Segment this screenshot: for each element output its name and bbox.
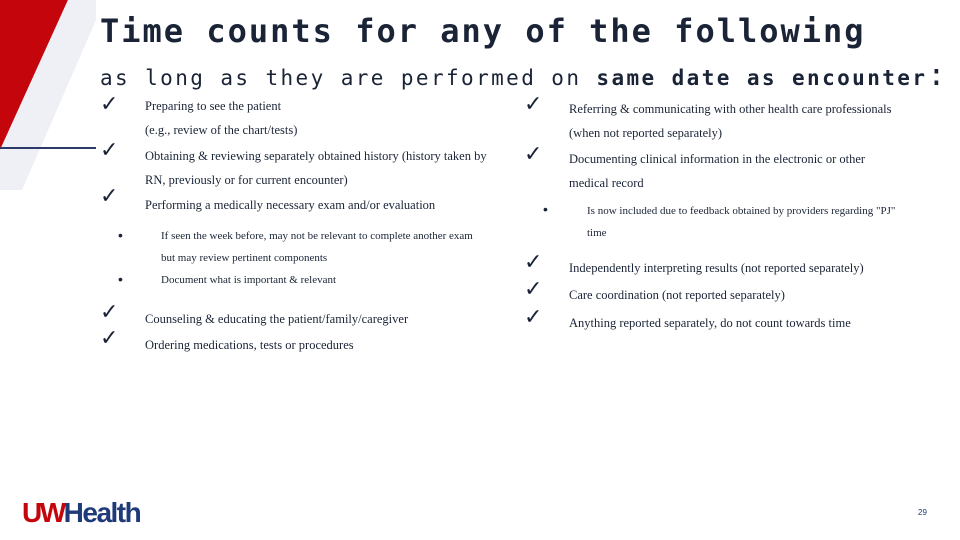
checkmark-icon: ✓ bbox=[100, 184, 119, 209]
checkmark-icon: ✓ bbox=[524, 250, 543, 275]
subtitle-colon: : bbox=[927, 58, 948, 93]
right-item-3: Independently interpreting results (not reported separately) bbox=[569, 261, 864, 275]
subtitle-prefix: as long as they are performed on bbox=[100, 66, 597, 90]
left-item-2-line2: RN, previously or for current encounter) bbox=[145, 173, 348, 187]
bullet-icon: • bbox=[118, 227, 123, 243]
bullet-icon: • bbox=[543, 201, 548, 217]
right-item-1-line1: Referring & communicating with other health care professionals bbox=[569, 102, 892, 116]
right-item-2-line1: Documenting clinical information in the electronic or other bbox=[569, 152, 866, 166]
left-item-2 bbox=[145, 144, 487, 192]
left-item-4: Counseling & educating the patient/family/caregiver bbox=[145, 312, 409, 326]
right-item-4: Care coordination (not reported separately) bbox=[569, 288, 785, 302]
corner-decoration bbox=[0, 0, 96, 190]
page-number: 29 bbox=[918, 508, 927, 517]
right-item-2 bbox=[569, 147, 865, 195]
left-sub-1-line1: If seen the week before, may not be relevant to complete another exam bbox=[161, 230, 473, 242]
checkmark-icon: ✓ bbox=[524, 92, 543, 117]
checkmark-icon: ✓ bbox=[100, 138, 119, 163]
left-sub-2: Document what is important & relevant bbox=[161, 274, 337, 286]
subtitle-emphasis: same date as encounter bbox=[596, 66, 928, 90]
left-item-1-line1: Preparing to see the patient bbox=[145, 99, 282, 113]
left-item-1 bbox=[145, 94, 297, 142]
checkmark-icon: ✓ bbox=[100, 326, 119, 351]
checkmark-icon: ✓ bbox=[524, 305, 543, 330]
bullet-icon: • bbox=[118, 271, 123, 287]
slide-subtitle bbox=[100, 58, 948, 93]
checkmark-icon: ✓ bbox=[524, 277, 543, 302]
right-item-1 bbox=[569, 97, 891, 145]
checkmark-icon: ✓ bbox=[100, 300, 119, 325]
left-sub-1-line2: but may review pertinent components bbox=[161, 252, 328, 264]
left-item-1-line2: (e.g., review of the chart/tests) bbox=[145, 123, 298, 137]
right-item-1-line2: (when not reported separately) bbox=[569, 126, 723, 140]
divider-line bbox=[0, 147, 96, 149]
right-sub-1-line2: time bbox=[587, 227, 607, 239]
left-item-5: Ordering medications, tests or procedures bbox=[145, 338, 354, 352]
left-item-2-line1: Obtaining & reviewing separately obtained history (history taken by bbox=[145, 149, 487, 163]
uw-health-logo bbox=[22, 497, 140, 529]
logo-health: Health bbox=[63, 497, 141, 528]
left-sub-1 bbox=[161, 225, 473, 269]
logo-uw: UW bbox=[22, 497, 64, 528]
right-sub-1-line1: Is now included due to feedback obtained by providers regarding "PJ" bbox=[587, 205, 896, 217]
right-sub-1 bbox=[587, 200, 895, 244]
right-item-2-line2: medical record bbox=[569, 176, 644, 190]
checkmark-icon: ✓ bbox=[524, 142, 543, 167]
right-item-5: Anything reported separately, do not count towards time bbox=[569, 316, 851, 330]
slide-title: Time counts for any of the following bbox=[100, 12, 866, 50]
checkmark-icon: ✓ bbox=[100, 92, 119, 117]
left-item-3: Performing a medically necessary exam and/or evaluation bbox=[145, 198, 436, 212]
